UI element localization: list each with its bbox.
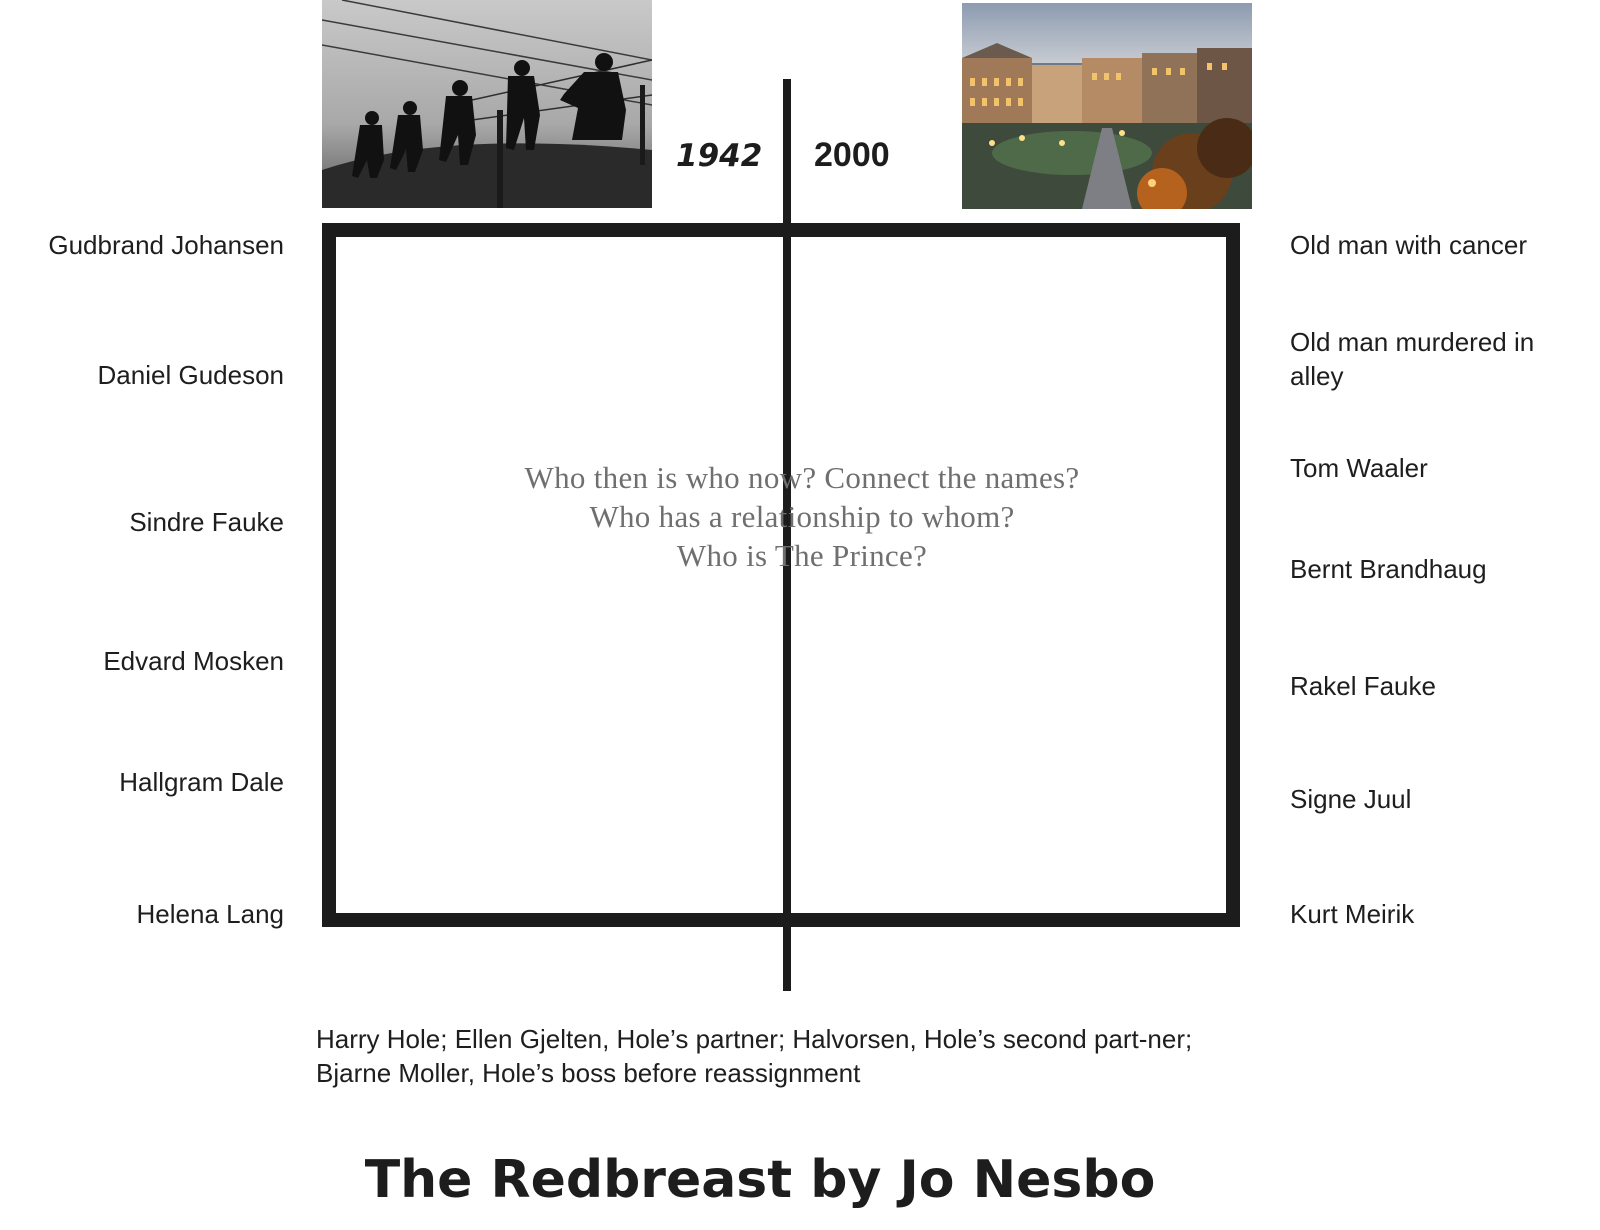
right-name-signe-juul: Signe Juul: [1290, 784, 1412, 814]
left-name-daniel-gudeson: Daniel Gudeson: [97, 360, 284, 390]
left-name-edvard-mosken: Edvard Mosken: [103, 646, 284, 676]
year-2000-label: 2000: [814, 136, 890, 174]
left-name-hallgram-dale: Hallgram Dale: [119, 767, 284, 797]
soldiers-photo: [322, 0, 652, 208]
document-title: The Redbreast by Jo Nesbo: [364, 1150, 1156, 1210]
character-footnote: Harry Hole; Ellen Gjelten, Hole’s partner; Halvorsen, Hole’s second part-ner; Bjarne Moller, Hole’s boss before reassignment: [316, 1024, 1193, 1088]
connection-box: [322, 223, 1240, 927]
left-name-sindre-fauke: Sindre Fauke: [129, 507, 284, 537]
instruction-line: Who is The Prince?: [676, 538, 928, 573]
instruction-line: Who has a relationship to whom?: [589, 499, 1015, 534]
right-name-kurt-meirik: Kurt Meirik: [1290, 899, 1415, 929]
city-square-photo: [962, 3, 1252, 209]
right-name-rakel-fauke: Rakel Fauke: [1290, 671, 1436, 701]
year-1942-label: 1942: [676, 138, 763, 174]
soldiers-silhouette-icon: [322, 0, 652, 208]
right-name-tom-waaler: Tom Waaler: [1290, 453, 1428, 483]
right-name-bernt-brandhaug: Bernt Brandhaug: [1290, 554, 1487, 584]
left-name-gudbrand-johansen: Gudbrand Johansen: [48, 230, 284, 260]
left-name-helena-lang: Helena Lang: [136, 899, 284, 929]
city-square-icon: [962, 3, 1252, 209]
right-name-old-man-cancer: Old man with cancer: [1290, 230, 1527, 260]
right-name-old-man-alley: Old man murdered in alley: [1290, 327, 1535, 391]
instruction-line: Who then is who now? Connect the names?: [524, 460, 1080, 495]
instructions-text: [422, 458, 1182, 575]
